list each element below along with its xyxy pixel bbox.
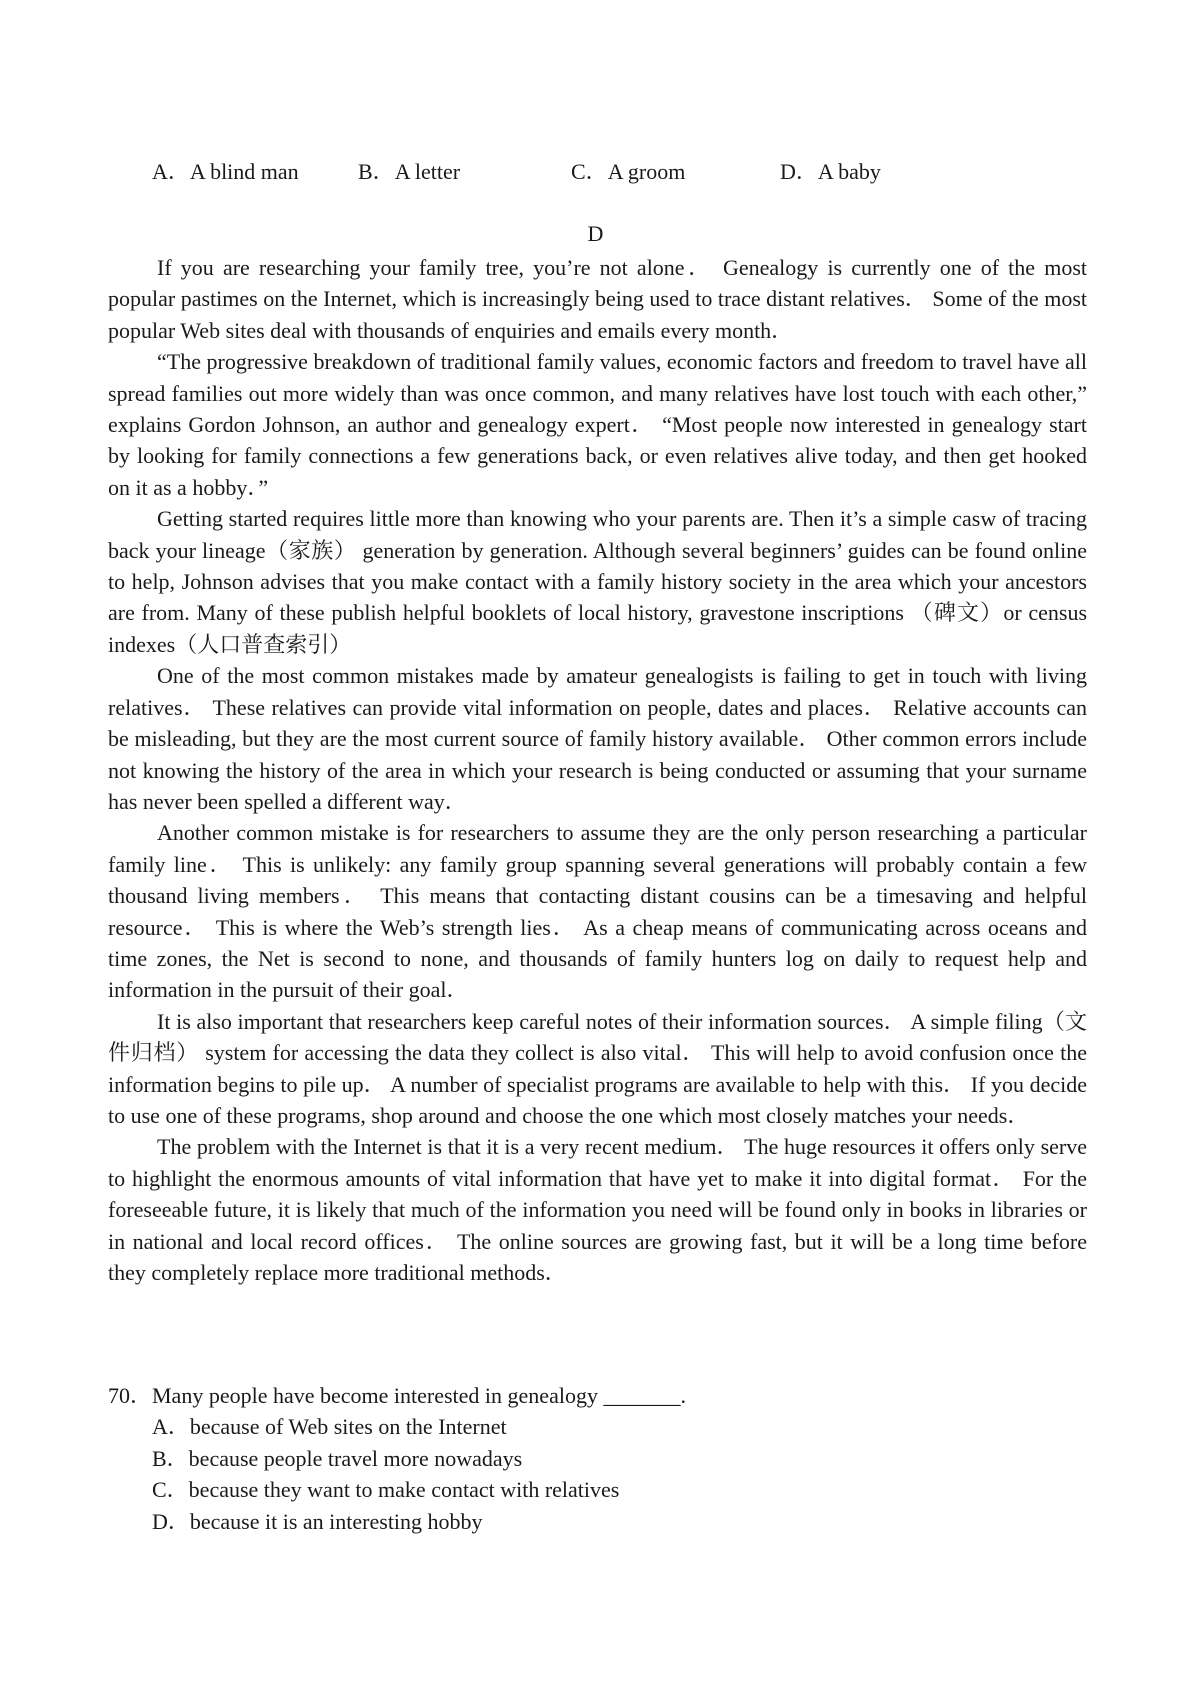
passage-paragraph: Another common mistake is for researchers to assume they are the only person researching a particular family line． This is unlikely: any family group spanning several generations will probably contain a few thousand living members． This means that contacting distant cousins can be a timesaving and helpful resource． This is where the Web’s strength lies． As a cheap means of communicating across oceans and time zones, the Net is second to none, and thousands of family hunters log on daily to request help and information in the pursuit of their goal． xyxy=(108,820,1087,1003)
choice-c: C．because they want to make contact with relatives xyxy=(152,1477,620,1503)
previous-question-options xyxy=(152,157,1052,187)
option-text: A groom xyxy=(607,159,686,184)
option-a xyxy=(152,157,299,187)
option-letter: A． xyxy=(152,159,190,184)
option-d xyxy=(780,157,881,187)
option-b xyxy=(358,157,460,187)
choice-d: D．because it is an interesting hobby xyxy=(152,1508,483,1534)
answer-choices xyxy=(108,1411,1087,1537)
option-letter: B． xyxy=(358,159,395,184)
option-letter: D． xyxy=(780,159,818,184)
choice-b: B．because people travel more nowadays xyxy=(152,1445,523,1471)
section-label: D xyxy=(587,221,604,246)
reading-passage xyxy=(108,252,1087,1288)
passage-paragraph: It is also important that researchers keep careful notes of their information sources． A simple filing（文件归档） system for accessing the data they collect is also vital． This will help to avoid confusion once the information begins to pile up． A number of specialist programs are available to help with this． If you decide to use one of these programs, shop around and choose the one which most closely matches your needs． xyxy=(108,1008,1087,1128)
passage-paragraph: One of the most common mistakes made by amateur genealogists is failing to get in touch with living relatives． These relatives can provide vital information on people, dates and places． Relative accounts can be misleading, but they are the most current source of family history available． Other common errors include not knowing the history of the area in which your research is being conducted or assuming that your surname has never been spelled a different way． xyxy=(108,663,1087,814)
question-70 xyxy=(108,1380,1087,1537)
option-text: A letter xyxy=(394,159,461,184)
option-c xyxy=(571,157,685,187)
passage-paragraph: “The progressive breakdown of traditional family values, economic factors and freedom to travel have all spread families out more widely than was once common, and many relatives have lost touch with each other,” explains Gordon Johnson, an author and genealogy expert． “Most people now interested in genealogy start by looking for family connections a few generations back, or even relatives alive today, and then get hooked on it as a hobby．” xyxy=(108,349,1087,500)
choice-a: A．because of Web sites on the Internet xyxy=(152,1414,507,1440)
passage-paragraph: If you are researching your family tree, you’re not alone． Genealogy is currently one of the most popular pastimes on the Internet, which is increasingly being used to trace distant relatives． Some of the most popular Web sites deal with thousands of enquiries and emails every month． xyxy=(108,255,1087,343)
option-letter: C． xyxy=(571,159,608,184)
passage-paragraph: The problem with the Internet is that it is a very recent medium． The huge resources it offers only serve to highlight the enormous amounts of vital information that have yet to make it into digital format． For the foreseeable future, it is likely that much of the information you need will be found only in books in libraries or in national and local record offices． The online sources are growing fast, but it will be a long time before they completely replace more traditional methods． xyxy=(108,1134,1087,1285)
passage-paragraph: Getting started requires little more than knowing who your parents are. Then it’s a simple casw of tracing back your lineage（家族） generation by generation. Although several beginners’ guides can be found online to help, Johnson advises that you make contact with a family history society in the area which your ancestors are from. Many of these publish helpful booklets of local history, gravestone inscriptions （碑文）or census indexes（人口普查索引） xyxy=(108,506,1087,657)
option-text: A baby xyxy=(817,159,881,184)
option-text: A blind man xyxy=(189,159,299,184)
question-stem: 70．Many people have become interested in genealogy _______. xyxy=(108,1383,686,1408)
